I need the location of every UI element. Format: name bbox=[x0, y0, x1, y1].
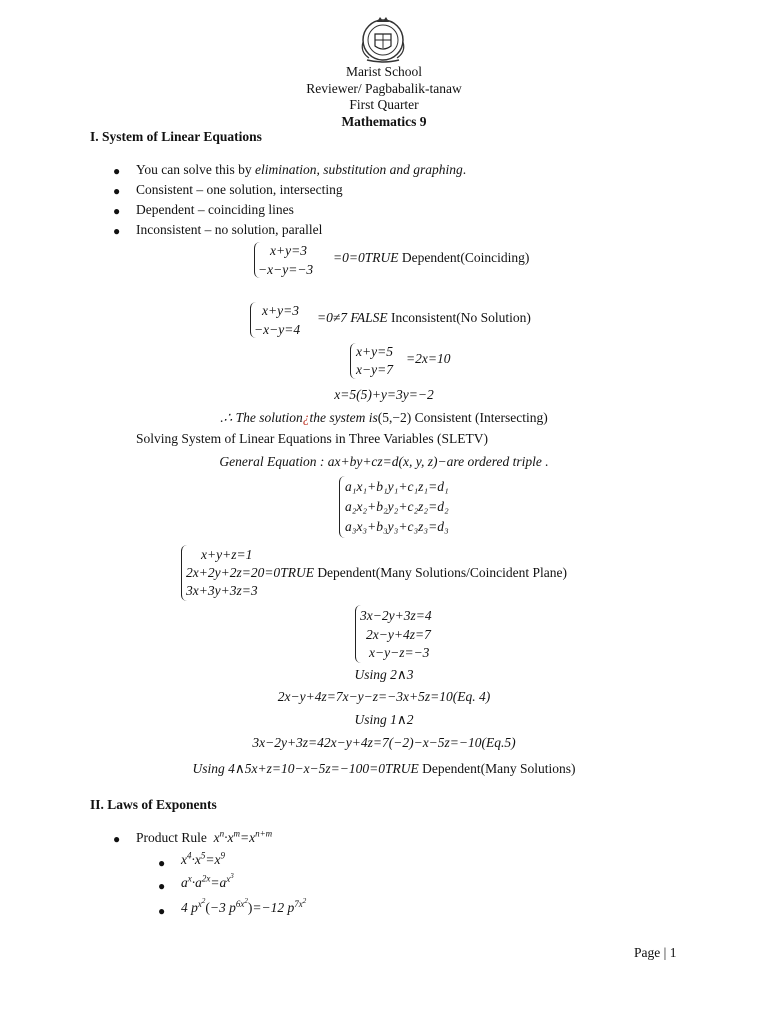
bullet-dot: ● bbox=[113, 164, 121, 178]
system5-eq3: x−y−z=−3 bbox=[369, 645, 430, 660]
bullet-inconsistent: Inconsistent – no solution, parallel bbox=[136, 222, 323, 237]
system5-eq1: 3x−2y+3z=4 bbox=[360, 608, 432, 623]
school-seal-logo bbox=[357, 12, 409, 64]
page-number: Page | 1 bbox=[634, 945, 677, 960]
system3-result: =2x=10 bbox=[406, 351, 451, 366]
bullet-dot: ● bbox=[158, 904, 166, 918]
subject-title: Mathematics 9 bbox=[341, 114, 427, 129]
system4-eq3: 3x+3y+3z=3 bbox=[186, 583, 258, 598]
system3-eq2: x−y=7 bbox=[356, 362, 393, 377]
step-eq4: 2x−y+4z=7x−y−z=−3x+5z=10(Eq. 4) bbox=[277, 689, 491, 704]
bullet-dot: ● bbox=[158, 856, 166, 870]
product-example-1: $x^4\cdot x^5=x^9$ bbox=[181, 850, 225, 867]
step-eq5: 3x−2y+3z=42x−y+4z=7(−2)−x−5z=−10(Eq.5) bbox=[252, 735, 516, 750]
bullet-solving-methods: You can solve this by elimination, substitution and graphing. bbox=[136, 162, 467, 177]
bullet-dot: ● bbox=[113, 184, 121, 198]
conclusion: .∴ The solution¿the system is(5,−2) Consistent (Intersecting) bbox=[220, 410, 548, 425]
general-eq2: a₂x₂+b₂y₂+c₂z₂=d₂ bbox=[345, 499, 449, 514]
system1-eq1: x+y=3 bbox=[270, 243, 307, 258]
bullet-dependent: Dependent – coinciding lines bbox=[136, 202, 294, 217]
bullet-consistent: Consistent – one solution, intersecting bbox=[136, 182, 343, 197]
system1-eq2: −x−y=−3 bbox=[258, 262, 314, 277]
product-example-3: 4 $p^{x^2}(-3$ $p^{6x^2})=-12$ $p^{7x^2}$ bbox=[181, 896, 307, 915]
bullet-dot: ● bbox=[113, 224, 121, 238]
using-1-and-2: Using 1∧2 bbox=[354, 712, 414, 727]
sletv-title: Solving System of Linear Equations in Three Variables (SLETV) bbox=[136, 431, 488, 446]
quarter-label: First Quarter bbox=[349, 97, 419, 112]
general-eq3: a₃x₃+b₃y₃+c₃z₃=d₃ bbox=[345, 519, 449, 534]
general-eq1: a₁x₁+b₁y₁+c₁z₁=d₁ bbox=[345, 479, 449, 494]
using-2-and-3: Using 2∧3 bbox=[354, 667, 414, 682]
system3-solve: x=5(5)+y=3y=−2 bbox=[334, 387, 434, 402]
system1-result: =0=0TRUE Dependent(Coinciding) bbox=[333, 250, 530, 265]
section2-heading: II. Laws of Exponents bbox=[90, 797, 217, 812]
system2-result: =0≠7 FALSE Inconsistent(No Solution) bbox=[317, 310, 531, 325]
bullet-dot: ● bbox=[113, 204, 121, 218]
general-equation: General Equation : ax+by+cz=d(x, y, z)−are ordered triple . bbox=[219, 454, 549, 469]
step-4-and-5: Using 4∧5x+z=10−x−5z=−100=0TRUE Dependent(Many Solutions) bbox=[192, 761, 576, 776]
bullet-dot: ● bbox=[158, 879, 166, 893]
system4-eq2: 2x+2y+2z=20=0TRUE Dependent(Many Solutions/Coincident Plane) bbox=[186, 565, 568, 580]
system4-eq1: x+y+z=1 bbox=[201, 547, 253, 562]
school-name: Marist School bbox=[345, 64, 423, 79]
section1-heading: I. System of Linear Equations bbox=[90, 129, 262, 144]
system2-eq1: x+y=3 bbox=[262, 303, 299, 318]
system3-eq1: x+y=5 bbox=[356, 344, 393, 359]
bullet-dot: ● bbox=[113, 832, 121, 846]
reviewer-title: Reviewer/ Pagbabalik-tanaw bbox=[306, 81, 462, 96]
product-rule: Product Rule $x^n\cdot x^m=x^{n+m}$ bbox=[136, 828, 273, 845]
system5-eq2: 2x−y+4z=7 bbox=[366, 627, 431, 642]
product-example-2: $a^x\cdot a^{2x}=a^{x^3}$ bbox=[181, 871, 234, 890]
system2-eq2: −x−y=4 bbox=[254, 322, 301, 337]
